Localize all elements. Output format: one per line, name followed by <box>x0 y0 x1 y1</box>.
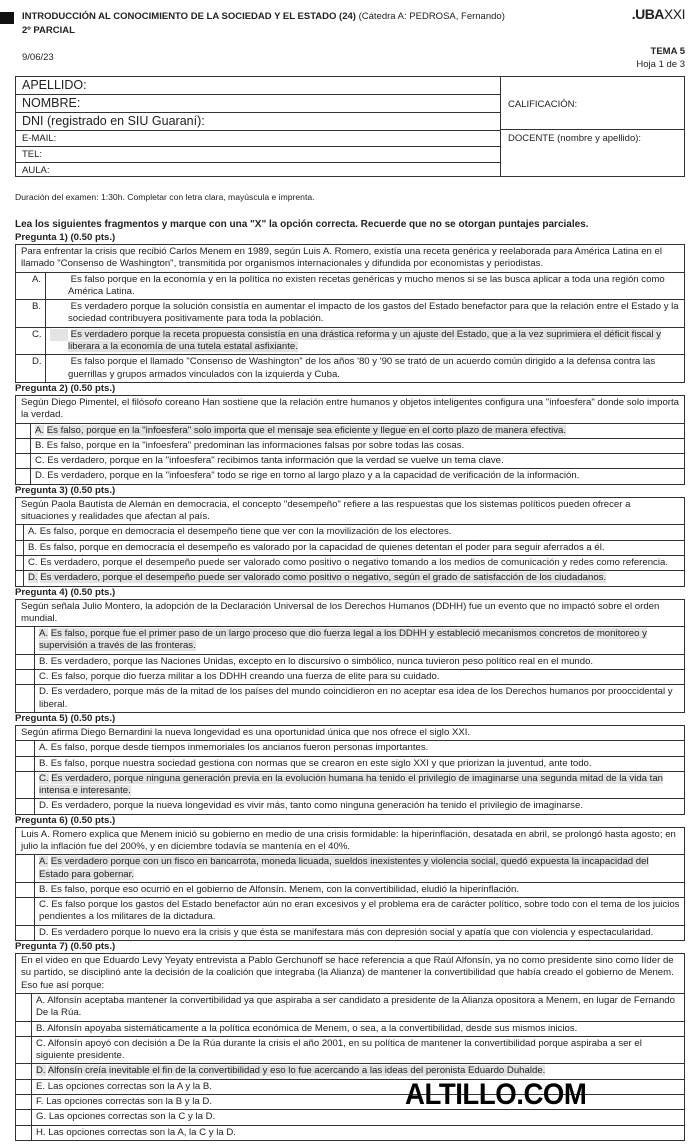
question-stem: Según Diego Pimentel, el filósofo coreano Han sostiene que la relación entre humanos y objetos inteligentes configura una "infoesfera" donde solo importa la verdad. <box>15 395 685 424</box>
option-text <box>35 685 684 712</box>
option-a[interactable] <box>15 627 685 655</box>
option-c[interactable] <box>15 454 685 469</box>
answer-checkbox[interactable] <box>16 541 24 555</box>
answer-checkbox[interactable] <box>16 424 31 438</box>
option-letter: A. <box>28 526 38 538</box>
option-label: Es falso, porque en la "infoesfera" predominan las informaciones falsas por sobre todas las cosas. <box>46 439 465 451</box>
option-letter: D. <box>39 926 49 938</box>
option-letter: F. <box>36 1096 44 1108</box>
option-text <box>35 757 684 771</box>
option-d[interactable] <box>15 685 685 713</box>
option-label: Es falso, porque nuestra sociedad gestiona con normas que se crearon en este siglo XXI y que priorizan la juventud, ante todo. <box>50 757 592 769</box>
divider <box>500 129 684 130</box>
option-text <box>35 772 684 799</box>
option-label: Alfonsín creía inevitable el fin de la convertibilidad y eso lo fue acercando a las ideas del peronista Eduardo Duhalde. <box>47 1065 546 1077</box>
answer-checkbox[interactable] <box>16 1126 32 1140</box>
option-h[interactable] <box>15 1126 685 1141</box>
option-text <box>24 541 684 555</box>
answer-checkbox[interactable] <box>16 454 31 468</box>
option-g[interactable] <box>15 1110 685 1125</box>
option-text <box>32 1126 684 1140</box>
question-5 <box>15 713 685 815</box>
option-label: Es verdadero porque con un fisco en bancarrota, moneda licuada, sueldos inexistentes y violencia social, quedó expuesta la incapacidad del Estado para gobernar. <box>39 856 649 880</box>
answer-checkbox[interactable] <box>16 525 24 539</box>
option-letter: C. <box>39 899 49 911</box>
answer-checkbox[interactable] <box>16 898 35 925</box>
option-text <box>32 355 684 382</box>
option-d[interactable] <box>15 355 685 383</box>
option-text <box>32 1110 684 1124</box>
option-letter: D. <box>39 800 49 812</box>
answer-checkbox[interactable] <box>16 855 35 882</box>
option-letter: A. <box>35 424 45 436</box>
course-name: INTRODUCCIÓN AL CONOCIMIENTO DE LA SOCIEDAD Y EL ESTADO (24) <box>22 11 356 22</box>
option-text <box>32 994 684 1021</box>
option-b[interactable] <box>15 1022 685 1037</box>
answer-checkbox[interactable] <box>16 1080 32 1094</box>
question-stem: Según afirma Diego Bernardini la nueva longevidad es una oportunidad única que nos ofrece el siglo XXI. <box>15 725 685 741</box>
option-text <box>31 454 684 468</box>
option-letter: D. <box>35 470 45 482</box>
answer-checkbox[interactable] <box>16 655 35 669</box>
option-label: Es falso, porque fue el primer paso de un largo proceso que dio fuerza legal a los DDHH y estableció mecanismos concretos de monitoreo y supervisión a través de las fronteras. <box>39 628 647 652</box>
answer-checkbox[interactable] <box>16 469 31 483</box>
option-label: Alfonsín aceptaba mantener la convertibilidad ya que aspiraba a ser candidato a presidente de la Alianza opositora a Menem, en lugar de Fernando De la Rúa. <box>36 994 675 1019</box>
option-letter: D. <box>36 1065 46 1077</box>
question-stem: Para enfrentar la crisis que recibió Carlos Menem en 1989, según Luis A. Romero, existía una receta genérica y reelaborada para América Latina en el llamado "Consenso de Washington", transmitida por organismos internacionales y difundida por economistas y periodistas. <box>15 244 685 273</box>
calificacion-field[interactable]: CALIFICACIÓN: <box>508 99 578 110</box>
dni-field[interactable]: DNI (registrado en SIU Guaraní): <box>16 113 500 131</box>
option-a[interactable] <box>15 424 685 439</box>
option-a[interactable] <box>15 273 685 301</box>
tel-field[interactable]: TEL: <box>16 147 500 163</box>
option-text <box>31 424 684 438</box>
answer-checkbox[interactable] <box>16 1037 32 1064</box>
option-label: Es falso porque en la economía y en la política no existen recetas genéricas y mucho menos si se las busca aplicar a toda una región como América Latina. <box>68 273 665 297</box>
option-letter: A. <box>39 856 49 868</box>
option-text <box>35 799 684 813</box>
option-text <box>35 670 684 684</box>
option-text <box>24 571 684 585</box>
option-c[interactable] <box>15 556 685 571</box>
question-label: Pregunta 7) (0.50 pts.) <box>15 941 116 953</box>
answer-checkbox[interactable] <box>16 883 35 897</box>
question-label: Pregunta 4) (0.50 pts.) <box>15 586 116 598</box>
uba-xxi-logo <box>632 6 685 22</box>
option-letter: B. <box>39 655 49 667</box>
option-letter: C. <box>50 329 68 341</box>
option-b[interactable] <box>15 757 685 772</box>
docente-field[interactable]: DOCENTE (nombre y apellido): <box>508 133 642 144</box>
exam-type: 2º PARCIAL <box>22 25 75 36</box>
option-label: Es verdadero, porque la nueva longevidad es vivir más, tanto como ninguna generación ha tenido el privilegio de imaginarse. <box>51 800 583 812</box>
option-letter: C. <box>39 671 49 683</box>
option-text <box>35 655 684 669</box>
question-stem: Según señala Julio Montero, la adopción de la Declaración Universal de los Derechos Humanos (DDHH) fue un evento que no impactó sobre el orden mundial. <box>15 599 685 628</box>
option-label: Es falso, porque dio fuerza militar a los DDHH creando una fuerza de elite para su cuidado. <box>51 671 440 683</box>
option-label: Es falso porque el llamado "Consenso de Washington" de los años '80 y '90 se trató de un acuerdo común dirigido a la defensa contra las guerrillas y grupos armados vinculados con la izquierda y Cuba. <box>68 356 656 380</box>
email-field[interactable]: E-MAIL: <box>16 131 500 147</box>
option-c[interactable] <box>15 1037 685 1065</box>
answer-checkbox[interactable] <box>16 670 35 684</box>
aula-field[interactable]: AULA: <box>22 165 50 176</box>
question-stem: En el video en que Eduardo Levy Yeyaty entrevista a Pablo Gerchunoff se hace referencia a que Raúl Alfonsín, ya no como presidente sino como líder de su partido, se disciplinó ante la decisión de la coalición que integraba (la Alianza) de mantener la convertibilidad que había creado el gobierno de Menem. Eso fue así porque: <box>15 953 685 994</box>
option-letter: B. <box>36 1022 46 1034</box>
option-b[interactable] <box>15 655 685 670</box>
apellido-field[interactable]: APELLIDO: <box>16 77 500 95</box>
option-label: Es falso, porque en la "infoesfera" solo importa que el mensaje sea eficiente y llegue en el corto plazo de manera efectiva. <box>46 424 567 436</box>
question-label: Pregunta 5) (0.50 pts.) <box>15 712 116 724</box>
option-b[interactable] <box>15 300 685 328</box>
option-label: Es verdadero porque la receta propuesta consistía en una drástica reforma y un ajuste del Estado, que a la vez suprimiera el déficit fiscal y liberara a la economía de una tutela estatal asfixiante. <box>68 328 662 353</box>
option-label: Es verdadero, porque el desempeño puede ser valorado como positivo o negativo, según el grado de satisfacción de los ciudadanos. <box>40 572 607 584</box>
tema: TEMA 5 <box>650 46 685 57</box>
option-letter: A. <box>39 628 49 640</box>
option-letter: B. <box>39 883 49 895</box>
option-text <box>32 300 684 327</box>
option-label: Es verdadero, porque más de la mitad de los países del mundo coincidieron en no aceptar esa idea de los Derechos humanos por prooccidental y liberal. <box>39 686 673 710</box>
page-number: Hoja 1 de 3 <box>636 59 685 70</box>
answer-checkbox[interactable] <box>16 1110 32 1124</box>
question-1 <box>15 232 685 383</box>
option-text <box>32 1022 684 1036</box>
option-text <box>31 469 684 483</box>
answer-checkbox[interactable] <box>16 799 35 813</box>
option-label: Es verdadero porque la solución consistía en aumentar el impacto de los gastos del Estado benefactor para que la relación entre el Estado y la sociedad contribuyera positivamente para toda la población. <box>68 301 679 325</box>
option-text <box>24 556 684 570</box>
watermark: ALTILLO.COM <box>405 1078 587 1111</box>
option-d[interactable] <box>15 799 685 814</box>
question-6 <box>15 815 685 941</box>
option-text <box>32 1064 684 1078</box>
instructions: Lea los siguientes fragmentos y marque con una "X" la opción correcta. Recuerde que no se otorgan puntajes parciales. <box>15 219 589 230</box>
option-text <box>32 273 684 300</box>
option-text <box>35 627 684 654</box>
answer-checkbox[interactable] <box>16 926 35 940</box>
questions-list <box>15 232 685 1141</box>
question-label: Pregunta 2) (0.50 pts.) <box>15 382 116 394</box>
option-label: Es falso porque los gastos del Estado benefactor aún no eran excesivos y el problema era de carácter político, sobre todo con el tema de los juicios pendientes a los militares de la dictadura. <box>39 899 680 923</box>
answer-checkbox[interactable] <box>16 273 46 300</box>
catedra: (Cátedra A: PEDROSA, Fernando) <box>358 11 505 22</box>
duration-note: Duración del examen: 1:30h. Completar con letra clara, mayúscula e imprenta. <box>15 192 315 202</box>
answer-checkbox[interactable] <box>16 627 35 654</box>
answer-checkbox[interactable] <box>16 1095 32 1109</box>
option-letter: D. <box>39 686 49 698</box>
option-d[interactable] <box>15 571 685 586</box>
option-letter: D. <box>32 356 42 368</box>
option-b[interactable] <box>15 541 685 556</box>
option-label: Las opciones correctas son la B y la D. <box>46 1096 212 1108</box>
question-4 <box>15 587 685 713</box>
option-label: Es verdadero, porque ninguna generación previa en la evolución humana ha tenido el privilegio de imaginarse una segunda mitad de la vida tan intensa e interesante. <box>39 772 664 797</box>
option-label: Es verdadero, porque en la "infoesfera" recibimos tanta información que la verdad se vuelve un tema clave. <box>47 455 504 467</box>
option-d[interactable] <box>15 926 685 941</box>
option-c[interactable] <box>15 328 685 356</box>
question-3 <box>15 485 685 587</box>
option-label: Es verdadero, porque en la "infoesfera" todo se rige en torno al largo plazo y a la capacidad de verificación de la información. <box>47 470 580 482</box>
option-label: Alfonsín apoyó con decisión a De la Rúa durante la crisis el año 2001, en su política de mantener la convertibilidad porque aspiraba a ser el siguiente presidente. <box>36 1037 642 1062</box>
option-a[interactable] <box>15 994 685 1022</box>
option-text <box>35 883 684 897</box>
option-label: Es falso, porque en democracia el desempeño es valorado por la capacidad de quienes detentan el poder para seguir aferrados a él. <box>39 541 605 553</box>
course-title <box>22 11 505 22</box>
answer-checkbox[interactable] <box>16 556 24 570</box>
option-letter: H. <box>36 1126 46 1138</box>
option-letter: C. <box>35 455 45 467</box>
option-text <box>32 1037 684 1064</box>
answer-checkbox[interactable] <box>16 571 24 585</box>
option-label: Es falso, porque eso ocurrió en el gobierno de Alfonsín. Menem, con la convertibilidad, eludió la hiperinflación. <box>50 883 519 895</box>
option-letter: A. <box>36 994 46 1006</box>
option-letter: B. <box>32 301 42 313</box>
option-label: Es falso, porque en democracia el desempeño tiene que ver con la movilización de los electores. <box>39 526 452 538</box>
option-text <box>31 439 684 453</box>
option-text <box>35 741 684 755</box>
question-2 <box>15 383 685 485</box>
option-letter: B. <box>35 439 45 451</box>
option-c[interactable] <box>15 670 685 685</box>
option-d[interactable] <box>15 469 685 484</box>
option-label: Las opciones correctas son la C y la D. <box>48 1111 216 1123</box>
option-a[interactable] <box>15 525 685 540</box>
exam-date: 9/06/23 <box>22 52 54 63</box>
answer-checkbox[interactable] <box>16 300 46 327</box>
option-label: Es verdadero, porque el desempeño puede ser valorado como positivo o negativo tomando a los medios de comunicación y redes como referencia. <box>40 556 668 568</box>
option-text <box>32 328 684 355</box>
option-text <box>24 525 684 539</box>
option-c[interactable] <box>15 898 685 926</box>
answer-checkbox[interactable] <box>16 685 35 712</box>
answer-checkbox[interactable] <box>16 772 35 799</box>
option-b[interactable] <box>15 439 685 454</box>
answer-checkbox[interactable] <box>16 757 35 771</box>
option-label: Las opciones correctas son la A y la B. <box>47 1080 213 1092</box>
answer-checkbox[interactable] <box>16 994 32 1021</box>
option-letter: A. <box>32 273 42 285</box>
option-text <box>35 926 684 940</box>
answer-checkbox[interactable] <box>16 741 35 755</box>
option-letter: C. <box>36 1037 46 1049</box>
answer-checkbox[interactable] <box>16 439 31 453</box>
logo-light: XXI <box>663 6 685 22</box>
nombre-field[interactable]: NOMBRE: <box>16 95 500 113</box>
student-info-table <box>15 76 685 177</box>
option-letter: C. <box>39 772 49 784</box>
question-stem: Luis A. Romero explica que Menem inició su gobierno en medio de una crisis formidable: la hiperinflación, desatada en abril, se prolongó hasta agosto; en julio la inflación fue del 200%, y en diciembre todavía se mantenía en el 40%. <box>15 827 685 856</box>
option-text <box>35 855 684 882</box>
option-c[interactable] <box>15 772 685 800</box>
logo-bold: .UBA <box>631 6 664 22</box>
option-letter: A. <box>39 742 49 754</box>
question-label: Pregunta 3) (0.50 pts.) <box>15 484 116 496</box>
question-stem: Según Paola Bautista de Alemán en democracia, el concepto "desempeño" refiere a las respuestas que los sistemas políticos pueden ofrecer a situaciones y realidades que afectan al país. <box>15 497 685 526</box>
option-label: Es falso, porque desde tiempos inmemoriales los ancianos fueron personas importantes. <box>50 742 429 754</box>
option-letter: C. <box>28 556 38 568</box>
answer-checkbox[interactable] <box>16 1022 32 1036</box>
option-text <box>35 898 684 925</box>
option-letter: E. <box>36 1080 46 1092</box>
option-letter: D. <box>28 572 38 584</box>
option-b[interactable] <box>15 883 685 898</box>
option-letter: B. <box>39 757 49 769</box>
option-label: Es verdadero, porque las Naciones Unidas, excepto en lo discursivo o simbólico, nunca tuvieron peso político real en el mundo. <box>50 655 594 667</box>
option-letter: B. <box>28 541 38 553</box>
option-a[interactable] <box>15 741 685 756</box>
option-label: Alfonsín apoyaba sistemáticamente a la política económica de Menem, o sea, a la convertibilidad, desde sus mismos inicios. <box>47 1022 578 1034</box>
answer-checkbox[interactable] <box>16 1064 32 1078</box>
option-label: Es verdadero porque lo nuevo era la crisis y que ésta se manifestara más con depresión social y apatía que con violencia y espectacularidad. <box>51 926 654 938</box>
question-label: Pregunta 6) (0.50 pts.) <box>15 814 116 826</box>
option-letter: G. <box>36 1111 47 1123</box>
option-label: Las opciones correctas son la A, la C y la D. <box>48 1126 236 1138</box>
question-label: Pregunta 1) (0.50 pts.) <box>15 232 116 243</box>
corner-marker <box>0 12 14 24</box>
option-a[interactable] <box>15 855 685 883</box>
